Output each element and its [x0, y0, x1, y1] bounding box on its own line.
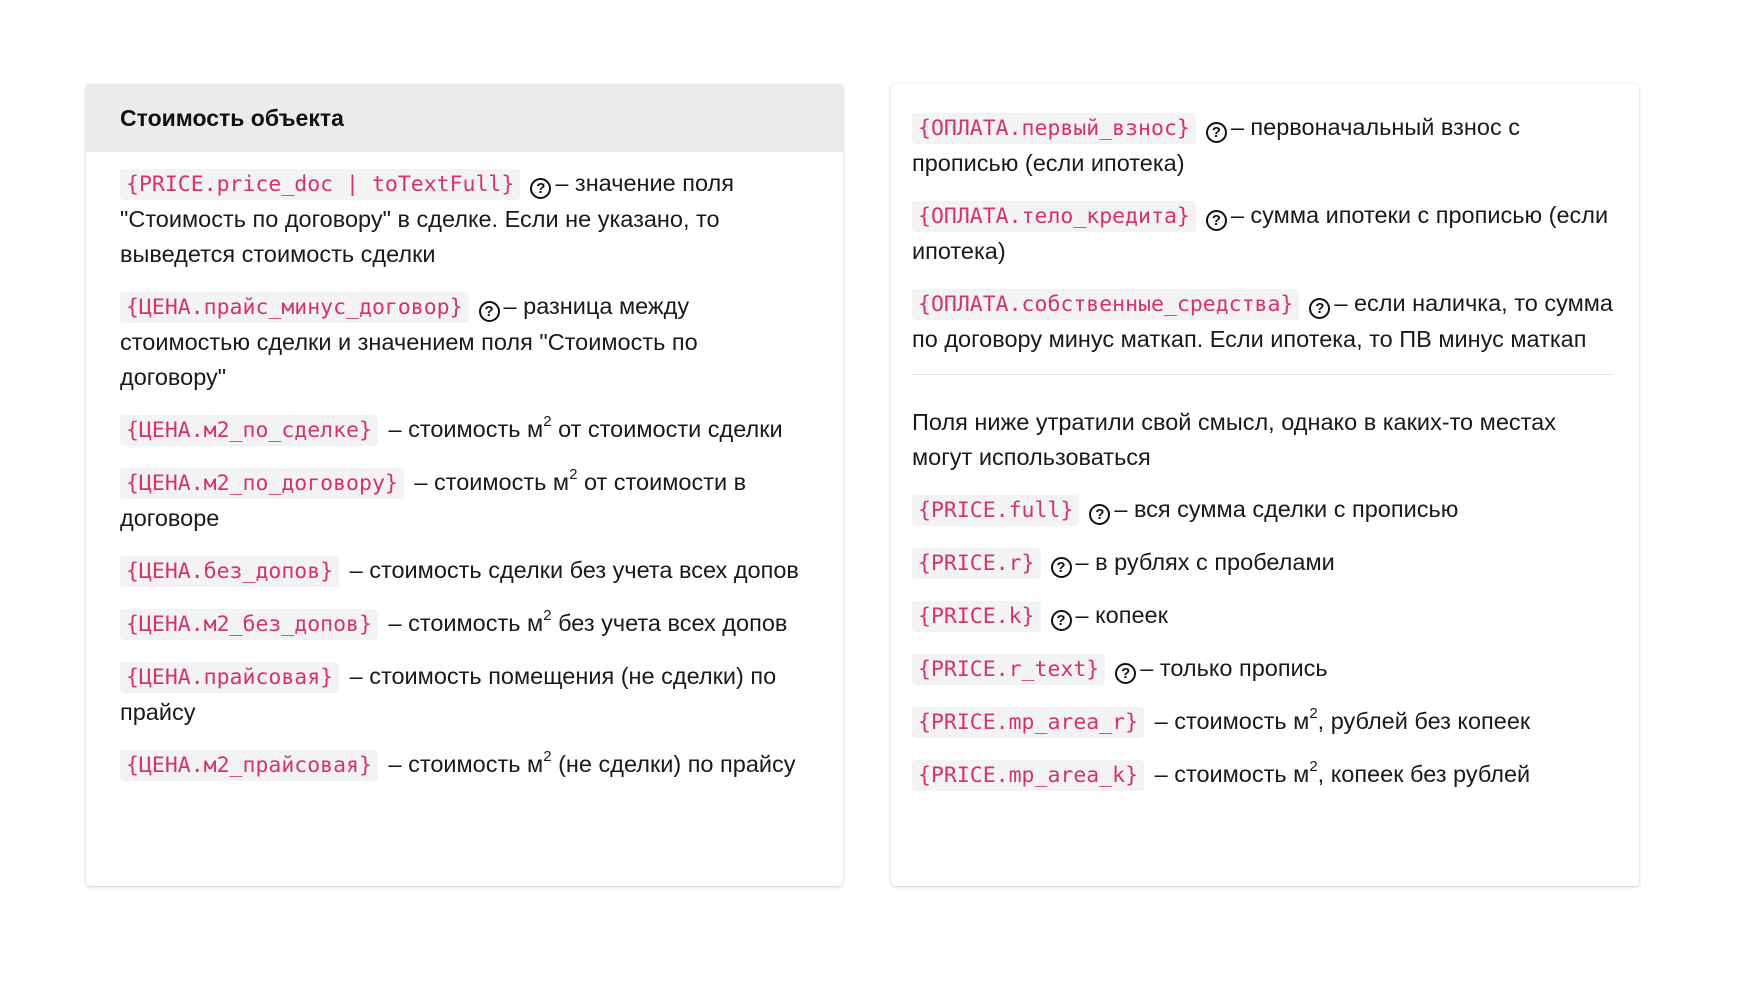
help-icon[interactable]: ?: [1309, 298, 1330, 319]
list-item: [912, 598, 1613, 634]
variable-code: {PRICE.full}: [912, 495, 1079, 526]
item-description: – первоначальный взнос с прописью (если ипотека): [912, 114, 1520, 176]
variable-code: {ЦЕНА.м2_по_договору}: [120, 468, 404, 499]
variable-code: {ЦЕНА.м2_без_допов}: [120, 609, 378, 640]
list-item: [912, 545, 1613, 581]
price-card-right: [891, 84, 1639, 886]
item-description: – если наличка, то сумма по договору минус маткап. Если ипотека, то ПВ минус маткап: [912, 290, 1613, 352]
item-description: – стоимость м: [1154, 761, 1310, 787]
variable-code: {ЦЕНА.м2_прайсовая}: [120, 750, 378, 781]
item-description: – стоимость м: [388, 416, 544, 442]
help-icon[interactable]: ?: [1051, 610, 1072, 631]
item-description: – значение поля "Стоимость по договору" в сделке. Если не указано, то выведется стоимость сделки: [120, 170, 734, 267]
variable-code: {ОПЛАТА.тело_кредита}: [912, 201, 1196, 232]
list-item: [120, 659, 809, 730]
item-description-tail: , рублей без копеек: [1317, 708, 1531, 734]
variable-code: {ЦЕНА.прайс_минус_договор}: [120, 292, 469, 323]
variable-code: {ЦЕНА.прайсовая}: [120, 662, 339, 693]
item-description: – разница между стоимостью сделки и значением поля "Стоимость по договору": [120, 293, 698, 390]
card-title: Стоимость объекта: [120, 104, 344, 131]
list-item: [912, 704, 1613, 740]
variable-code: {PRICE.r_text}: [912, 654, 1105, 685]
card-body: [891, 84, 1639, 793]
item-description: – стоимость м: [388, 610, 544, 636]
item-description-tail: , копеек без рублей: [1317, 761, 1531, 787]
list-item: [120, 412, 809, 448]
item-description: – в рублях с пробелами: [1075, 549, 1335, 575]
item-description: – только пропись: [1140, 655, 1328, 681]
list-item: [912, 286, 1613, 357]
variable-code: {PRICE.mp_area_k}: [912, 760, 1144, 791]
list-item: [120, 606, 809, 642]
item-description: – стоимость сделки без учета всех допов: [349, 557, 799, 583]
superscript: 2: [543, 413, 552, 431]
item-description: – копеек: [1075, 602, 1168, 628]
item-description-tail: (не сделки) по прайсу: [551, 751, 796, 777]
help-icon[interactable]: ?: [1206, 210, 1227, 231]
divider: [912, 374, 1613, 375]
variable-code: {ЦЕНА.без_допов}: [120, 556, 339, 587]
list-item: [120, 289, 809, 395]
item-description-tail: от стоимости в договоре: [120, 469, 747, 531]
superscript: 2: [1309, 705, 1318, 723]
variable-code: {PRICE.k}: [912, 601, 1041, 632]
help-icon[interactable]: ?: [1206, 122, 1227, 143]
item-description: – стоимость м: [388, 751, 544, 777]
item-description: – сумма ипотеки с прописью (если ипотека): [912, 202, 1609, 264]
help-icon[interactable]: ?: [1115, 663, 1136, 684]
variable-code: {PRICE.r}: [912, 548, 1041, 579]
card-body: [86, 152, 843, 783]
item-description: – стоимость м: [1154, 708, 1310, 734]
superscript: 2: [543, 607, 552, 625]
variable-code: {ОПЛАТА.собственные_средства}: [912, 289, 1299, 320]
variable-code: {ОПЛАТА.первый_взнос}: [912, 113, 1196, 144]
superscript: 2: [569, 466, 578, 484]
list-item: [120, 553, 809, 589]
list-item: [120, 465, 809, 536]
help-icon[interactable]: ?: [479, 301, 500, 322]
list-item: [912, 651, 1613, 687]
item-description: – вся сумма сделки с прописью: [1114, 496, 1459, 522]
superscript: 2: [1309, 758, 1318, 776]
help-icon[interactable]: ?: [530, 178, 551, 199]
deprecated-note: Поля ниже утратили свой смысл, однако в каких-то местах могут использоваться: [912, 409, 1556, 470]
price-card-left: [86, 84, 843, 886]
list-item: [120, 747, 809, 783]
card-header: [86, 84, 843, 152]
variable-code: {ЦЕНА.м2_по_сделке}: [120, 415, 378, 446]
item-description-tail: от стоимости сделки: [551, 416, 783, 442]
variable-code: {PRICE.mp_area_r}: [912, 707, 1144, 738]
superscript: 2: [543, 748, 552, 766]
variable-code: {PRICE.price_doc | toTextFull}: [120, 169, 520, 200]
item-description: – стоимость помещения (не сделки) по прайсу: [120, 663, 777, 725]
list-item: [912, 198, 1613, 269]
list-item: [912, 110, 1613, 181]
list-item: [912, 492, 1613, 528]
list-item: [912, 757, 1613, 793]
help-icon[interactable]: ?: [1089, 504, 1110, 525]
item-description-tail: без учета всех допов: [551, 610, 788, 636]
list-item: [120, 166, 809, 272]
help-icon[interactable]: ?: [1051, 557, 1072, 578]
item-description: – стоимость м: [414, 469, 570, 495]
